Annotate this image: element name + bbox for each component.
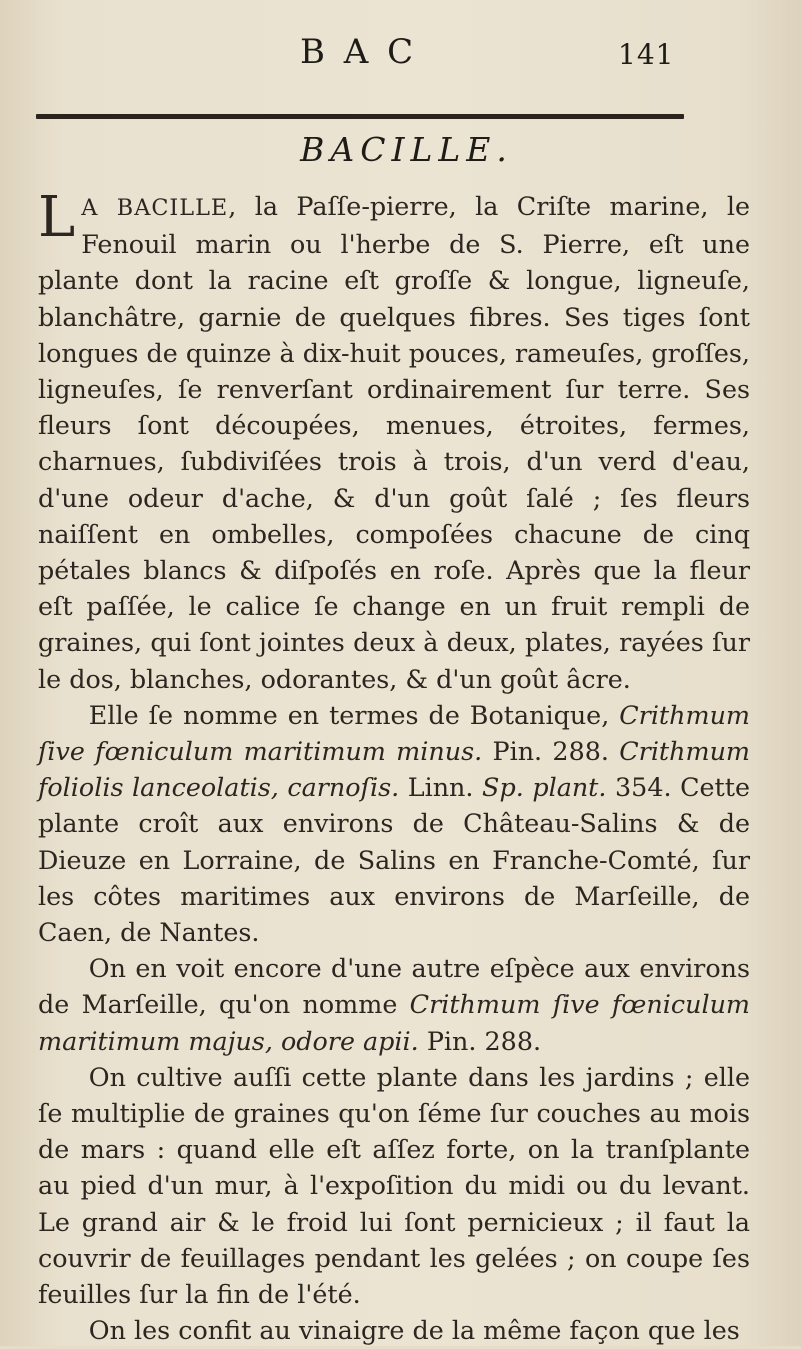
p2-latin-ref: Sp. plant. (482, 772, 607, 803)
paragraph-1-text: , la Paſſe-pierre, la Criſte marine, le Fenouil marin ou l'herbe de S. Pierre, eſt une plante dont la racine eſt groſſe & longue, ligneuſe, blanchâtre, garnie de quelques fibres. Ses tiges ſont longues de quinze à dix-huit pouces, rameuſes, groſſes, ligneuſes, ſe renverſant ordinairement ſur terre. Ses fleurs ſont découpées, menues, étroites, fermes, charnues, ſubdiviſées trois à trois, d'un verd d'eau, d'une odeur d'ache, & d'un goût ſalé ; ſes fleurs naiſſent en ombelles, compoſées chacune de cinq pétales blancs & diſpoſés en roſe. Après que la fleur eſt paſſée, le calice ſe change en un fruit rempli de graines, qui ſont jointes deux à deux, plates, rayées ſur le dos, blanches, odorantes, & d'un goût âcre. (38, 191, 750, 694)
p2-latin-name-2: Crithmum foliolis lanceolatis, carnoſis. (38, 736, 750, 803)
p2-latin-name-1: Crithmum ſive fœniculum maritimum minus. (38, 699, 750, 767)
p2-text-b: Pin. 288. (482, 736, 620, 767)
p3-text-b: Pin. 288. (418, 1025, 542, 1056)
paragraph-3 (38, 950, 750, 1059)
paragraph-4: On cultive auſſi cette plante dans les jardins ; elle ſe multiplie de graines qu'on ſéme ſur couches au mois de mars : quand elle eſt aſſez forte, on la tranſplante au pied d'un mur, à l'expoſition du midi ou du levant. Le grand air & le froid lui ſont pernicieux ; il faut la couvrir de feuillages pendant les gelées ; on coupe ſes feuilles ſur la fin de l'été. (38, 1061, 750, 1310)
article-heading: BACILLE. (300, 130, 513, 169)
page-number: 141 (618, 38, 675, 71)
paragraph-2 (38, 697, 750, 950)
drop-cap: L (38, 185, 76, 250)
p3-latin-name: Crithmum ſive fœniculum maritimum majus, odore apii. (38, 989, 750, 1056)
p2-text-c: Linn. (399, 772, 483, 803)
p2-text-d: 354. Cette plante croît aux environs de Château-Salins & de Dieuze en Lorraine, de Salins en Franche-Comté, ſur les côtes maritimes aux environs de Marſeille, de Caen, de Nantes. (38, 772, 750, 948)
opening-smallcaps: A BACILLE (81, 195, 229, 221)
running-head-title: B A C (300, 32, 418, 72)
running-head (0, 26, 801, 76)
header-rule (36, 114, 684, 119)
p3-text-a: On en voit encore d'une autre eſpèce aux environs de Marſeille, qu'on nomme (38, 953, 750, 1020)
p2-text-a: Elle ſe nomme en termes de Botanique, (88, 699, 620, 730)
paragraph-1 (38, 185, 750, 697)
article-body (38, 185, 750, 1349)
paragraph-5: On les confit au vinaigre de la même façon que les (88, 1315, 740, 1346)
